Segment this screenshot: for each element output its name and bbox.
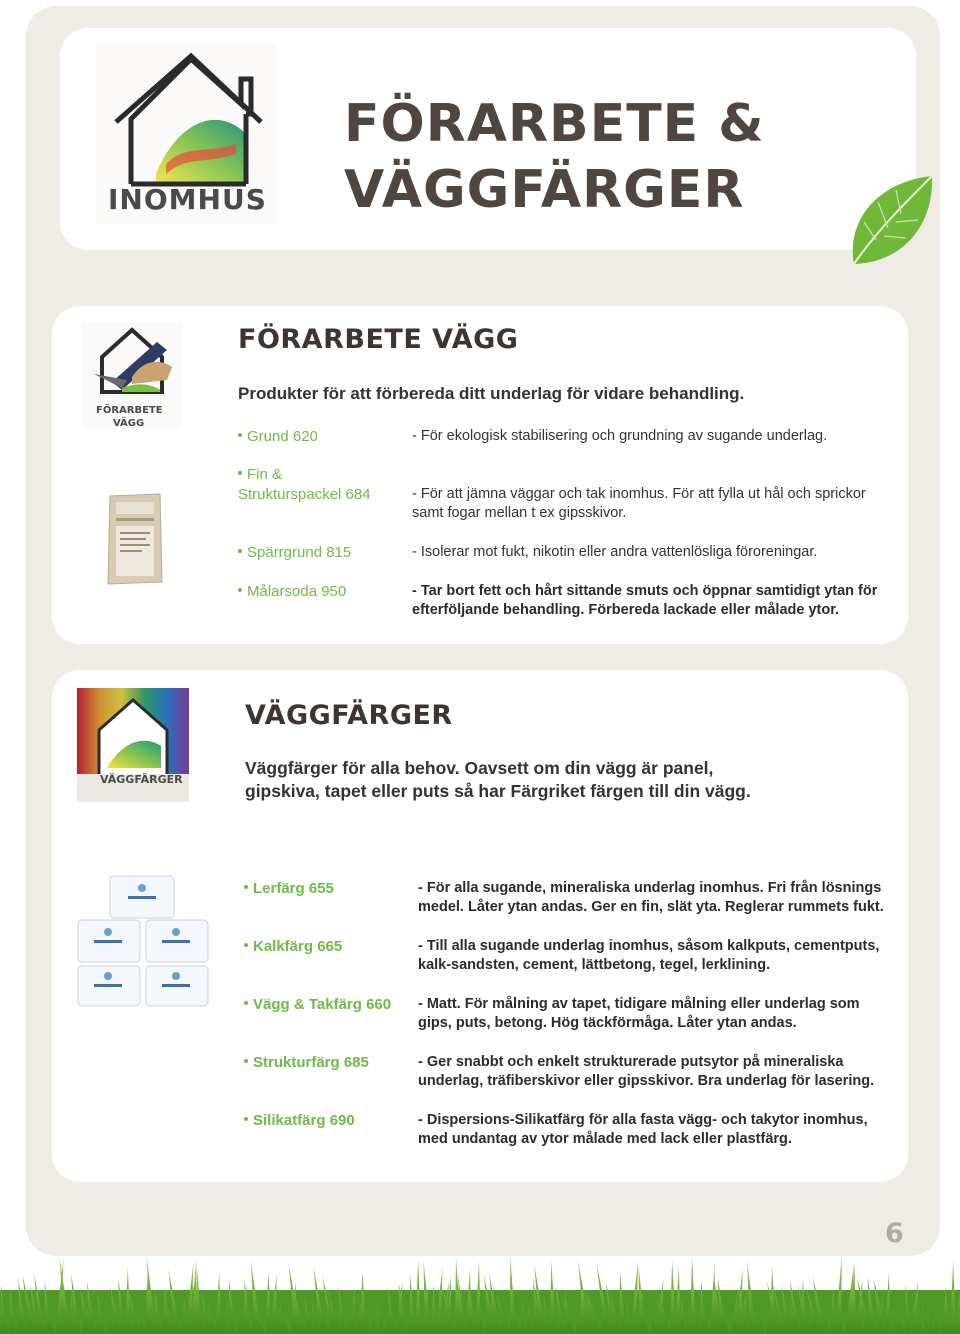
bullet-icon (244, 943, 248, 947)
bullet-icon (244, 1001, 248, 1005)
page-title-line1: FÖRARBETE & (344, 94, 765, 154)
forarbete-logo-text-1: FÖRARBETE (96, 405, 163, 416)
list-item-name: Målarsoda 950 (238, 582, 346, 601)
bullet-icon (238, 549, 242, 553)
bullet-icon (244, 1059, 248, 1063)
bullet-icon (244, 885, 248, 889)
list-item-name: Fin & (238, 465, 282, 484)
list-item-desc: - Ger snabbt och enkelt strukturerade putsytor på mineraliska underlag, träfiberskivor eller gipsskivor. Bra underlag för lasering. (418, 1054, 875, 1089)
vaggfarger-title: VÄGGFÄRGER (245, 700, 453, 731)
list-item-name: Kalkfärg 665 (244, 937, 342, 956)
list-item-name-cont: Strukturspackel 684 (238, 486, 371, 503)
list-item-name: Lerfärg 655 (244, 879, 334, 898)
list-item-desc: - Matt. För målning av tapet, tidigare målning eller underlag som gips, puts, betong. Hög täckförmåga. Låter ytan andas. (418, 996, 860, 1031)
list-item-desc: - För att jämna väggar och tak inomhus. För att fylla ut hål och sprickor samt fogar mellan t ex gipsskivor. (412, 486, 866, 521)
bullet-icon (238, 471, 242, 475)
bullet-icon (238, 433, 242, 437)
forarbete-lead: Produkter för att förbereda ditt underlag för vidare behandling. (238, 384, 745, 403)
page-number: 6 (885, 1218, 904, 1249)
page-title-line2: VÄGGFÄRGER (344, 160, 745, 220)
list-item-name: Vägg & Takfärg 660 (244, 995, 391, 1014)
list-item-desc: - Till alla sugande underlag inomhus, såsom kalkputs, cementputs, kalk-sandsten, cement, lättbetong, tegel, lerklining. (418, 938, 880, 973)
inomhus-logo-text: INOMHUS (108, 183, 267, 216)
list-item-name: Strukturfärg 685 (244, 1053, 369, 1072)
list-item-desc: - Dispersions-Silikatfärg för alla fasta vägg- och takytor inomhus, med undantag av ytor målade med lack eller plastfärg. (418, 1112, 868, 1147)
bullet-icon (238, 588, 242, 592)
list-item-name: Grund 620 (238, 427, 318, 446)
bullet-icon (244, 1117, 248, 1121)
leaf-icon (846, 172, 938, 272)
list-item-name: Silikatfärg 690 (244, 1111, 355, 1130)
list-item-name: Spärrgrund 815 (238, 543, 351, 562)
paint-buckets-image (72, 870, 212, 1010)
list-item-desc: - Isolerar mot fukt, nikotin eller andra vattenlösliga föroreningar. (412, 544, 818, 560)
forarbete-title: FÖRARBETE VÄGG (238, 324, 519, 355)
vaggfarger-logo-text: VÄGGFÄRGER (100, 773, 183, 786)
spackel-bag-image (106, 492, 164, 586)
list-item-desc: - För ekologisk stabilisering och grundning av sugande underlag. (412, 428, 828, 444)
list-item-desc: - För alla sugande, mineraliska underlag inomhus. Fri från lösnings medel. Låter ytan andas. Ger en fin, slät yta. Reglerar rummets fukt. (418, 880, 884, 915)
forarbete-logo-text-2: VÄGG (113, 418, 145, 429)
grass-border (0, 1250, 960, 1334)
vaggfarger-lead: Väggfärger för alla behov. Oavsett om din vägg är panel, gipskiva, tapet eller puts så har Färgriket färgen till din vägg. (245, 758, 751, 801)
list-item-desc: - Tar bort fett och hårt sittande smuts och öppnar samtidigt ytan för efterföljande behandling. Förbereda lackade eller målade ytor. (412, 583, 878, 618)
